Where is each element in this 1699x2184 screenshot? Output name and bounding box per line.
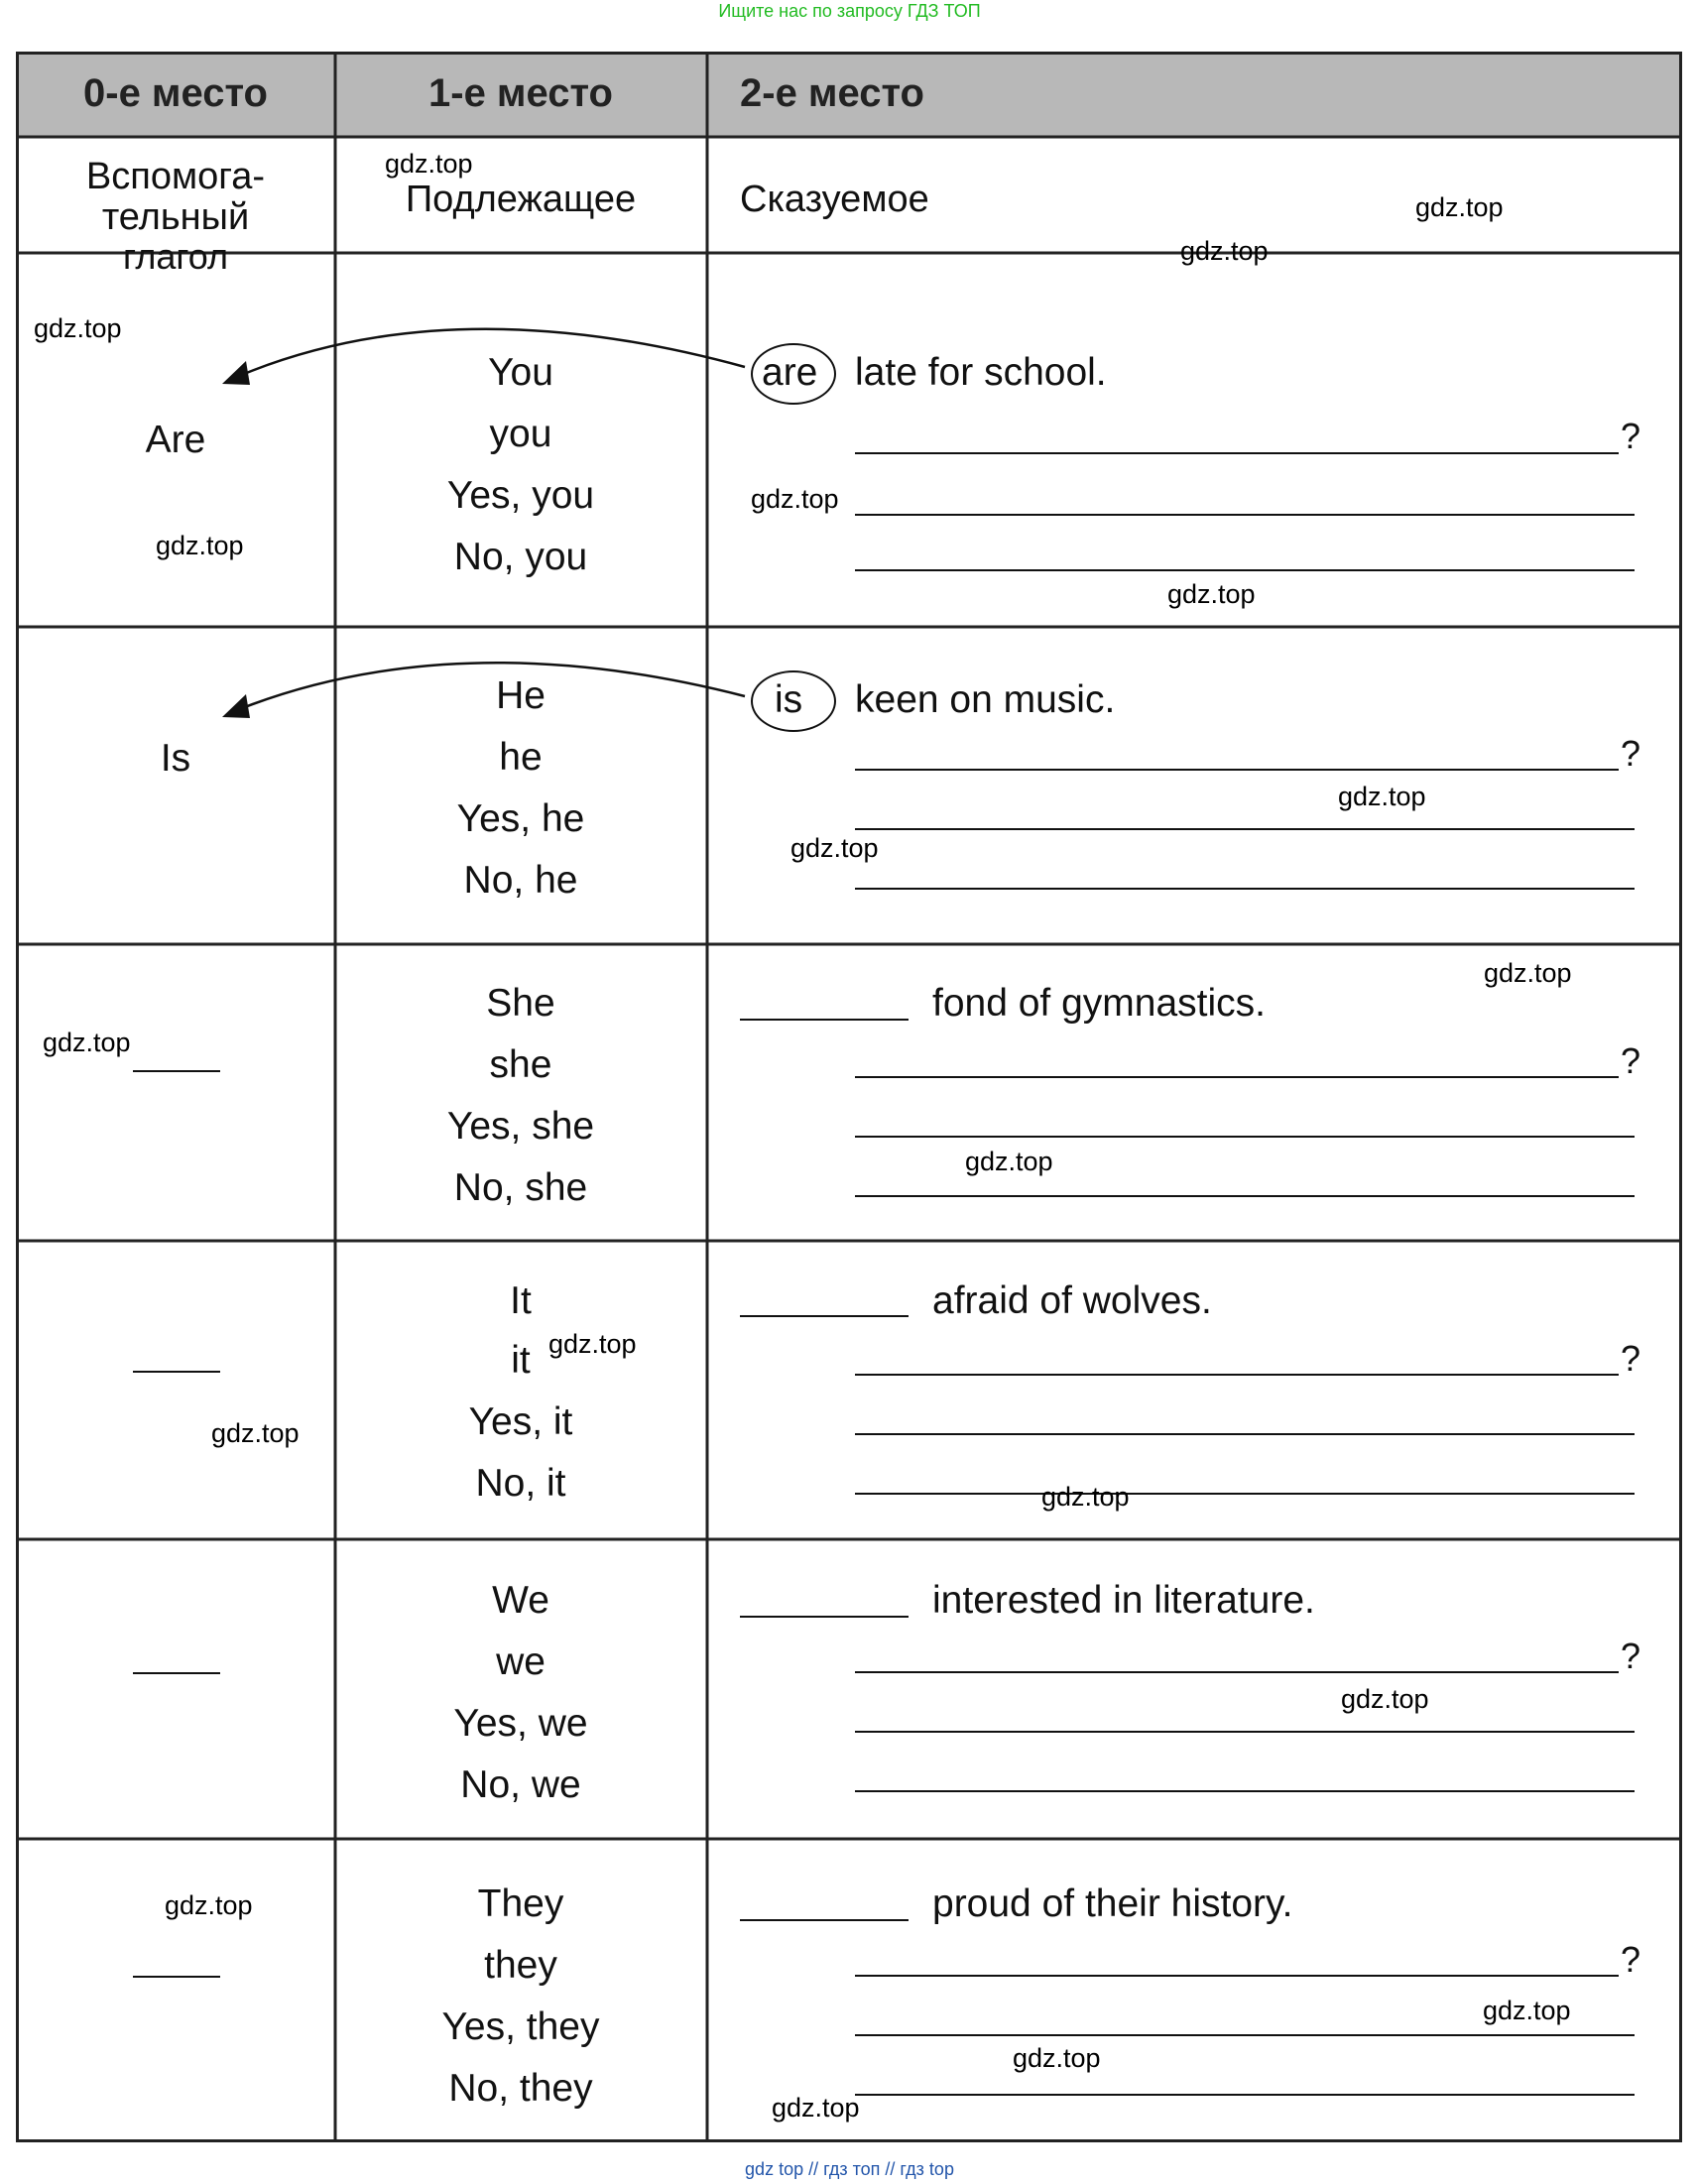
answer-line[interactable] xyxy=(855,1136,1635,1138)
header-col1: 1-е место xyxy=(428,71,613,115)
predicate-2: keen on music. xyxy=(855,678,1116,721)
subject-4d: No, it xyxy=(475,1462,566,1505)
watermark: gdz.top xyxy=(165,1890,253,1920)
subject-6b: they xyxy=(484,1944,557,1987)
subject-6d: No, they xyxy=(448,2067,593,2110)
answer-line[interactable] xyxy=(855,2094,1635,2096)
watermark: gdz.top xyxy=(1013,2043,1101,2073)
question-mark: ? xyxy=(1621,1338,1641,1379)
answer-line[interactable] xyxy=(855,1790,1635,1792)
verb-blank[interactable] xyxy=(740,1919,909,1921)
subject-3d: No, she xyxy=(453,1166,588,1209)
watermark: gdz.top xyxy=(34,313,122,343)
question-mark: ? xyxy=(1621,1040,1641,1081)
answer-line[interactable] xyxy=(855,514,1635,516)
subject-4b: it xyxy=(511,1339,531,1382)
aux-blank[interactable] xyxy=(133,1371,220,1373)
watermark: gdz.top xyxy=(1484,958,1572,988)
predicate-6: proud of their history. xyxy=(932,1882,1293,1925)
verb-are: are xyxy=(762,351,818,394)
answer-line[interactable] xyxy=(855,888,1635,890)
subject-3a: She xyxy=(486,982,555,1025)
subject-5d: No, we xyxy=(460,1763,581,1806)
watermark: gdz.top xyxy=(1338,782,1426,811)
verb-is: is xyxy=(775,678,803,721)
subject-3b: she xyxy=(489,1043,552,1086)
subject-4c: Yes, it xyxy=(468,1400,573,1443)
watermark: gdz.top xyxy=(772,2093,860,2123)
subject-5c: Yes, we xyxy=(453,1702,588,1745)
footer-links[interactable]: gdz top // гдз топ // гдз top xyxy=(745,2159,954,2179)
header-col0: 0-е место xyxy=(83,71,268,115)
aux-blank[interactable] xyxy=(133,1070,220,1072)
subject-4a: It xyxy=(510,1279,532,1322)
aux-is: Is xyxy=(160,737,191,780)
watermark: gdz.top xyxy=(211,1418,300,1448)
subject-6c: Yes, they xyxy=(441,2005,600,2048)
answer-line[interactable] xyxy=(855,769,1619,771)
predicate-4: afraid of wolves. xyxy=(932,1279,1212,1322)
subject-1d: No, you xyxy=(453,536,588,578)
answer-line[interactable] xyxy=(855,1671,1619,1673)
question-mark: ? xyxy=(1621,1636,1641,1676)
watermark: gdz.top xyxy=(1341,1684,1429,1714)
question-mark: ? xyxy=(1621,1939,1641,1980)
watermark: gdz.top xyxy=(1483,1996,1571,2025)
subject-2d: No, he xyxy=(463,859,578,902)
subject-1c: Yes, you xyxy=(446,474,595,517)
subject-5b: we xyxy=(496,1640,546,1683)
header-col2: 2-е место xyxy=(740,71,924,115)
subject-3c: Yes, she xyxy=(446,1105,595,1148)
subject-1a: You xyxy=(488,351,553,394)
answer-line[interactable] xyxy=(855,828,1635,830)
subject-5a: We xyxy=(492,1579,549,1622)
answer-line[interactable] xyxy=(855,1076,1619,1078)
predicate-1: late for school. xyxy=(855,351,1107,394)
aux-blank[interactable] xyxy=(133,1672,220,1674)
answer-line[interactable] xyxy=(855,452,1619,454)
table-grid xyxy=(16,52,1682,2142)
grammar-table xyxy=(16,52,1682,2142)
aux-label-line2: тельный xyxy=(101,196,250,238)
answer-line[interactable] xyxy=(855,1195,1635,1197)
arrow-is xyxy=(232,663,745,712)
subject-2b: he xyxy=(499,736,543,779)
subject-2c: Yes, he xyxy=(456,797,585,840)
aux-label-line3: глагол xyxy=(123,236,228,277)
watermark: gdz.top xyxy=(751,484,839,514)
watermark: gdz.top xyxy=(1041,1482,1130,1512)
question-mark: ? xyxy=(1621,416,1641,456)
watermark: gdz.top xyxy=(156,531,244,560)
aux-blank[interactable] xyxy=(133,1976,220,1978)
predicate-3: fond of gymnastics. xyxy=(932,982,1266,1025)
aux-are: Are xyxy=(145,419,206,461)
watermark: gdz.top xyxy=(790,833,879,863)
watermark: gdz.top xyxy=(1167,579,1256,609)
watermark: gdz.top xyxy=(1180,236,1269,266)
verb-blank[interactable] xyxy=(740,1616,909,1618)
question-mark: ? xyxy=(1621,733,1641,774)
answer-line[interactable] xyxy=(855,1975,1619,1977)
verb-blank[interactable] xyxy=(740,1315,909,1317)
arrow-are-head xyxy=(222,361,250,385)
watermark: gdz.top xyxy=(385,149,473,179)
subject-label: Подлежащее xyxy=(405,179,637,220)
subject-6a: They xyxy=(477,1882,564,1925)
watermark: gdz.top xyxy=(43,1028,131,1057)
site-banner[interactable]: Ищите нас по запросу ГДЗ ТОП xyxy=(718,1,981,21)
subject-2a: He xyxy=(496,674,546,717)
arrow-is-head xyxy=(222,694,250,718)
subject-1b: you xyxy=(489,413,552,455)
aux-label-line1: Вспомога- xyxy=(85,156,266,197)
answer-line[interactable] xyxy=(855,1493,1635,1495)
answer-line[interactable] xyxy=(855,2034,1635,2036)
watermark: gdz.top xyxy=(548,1329,637,1359)
predicate-label: Сказуемое xyxy=(740,179,929,220)
predicate-5: interested in literature. xyxy=(932,1579,1315,1622)
verb-blank[interactable] xyxy=(740,1019,909,1021)
answer-line[interactable] xyxy=(855,1433,1635,1435)
answer-line[interactable] xyxy=(855,1374,1619,1376)
watermark: gdz.top xyxy=(965,1147,1053,1176)
watermark: gdz.top xyxy=(1415,192,1504,222)
answer-line[interactable] xyxy=(855,569,1635,571)
answer-line[interactable] xyxy=(855,1731,1635,1733)
